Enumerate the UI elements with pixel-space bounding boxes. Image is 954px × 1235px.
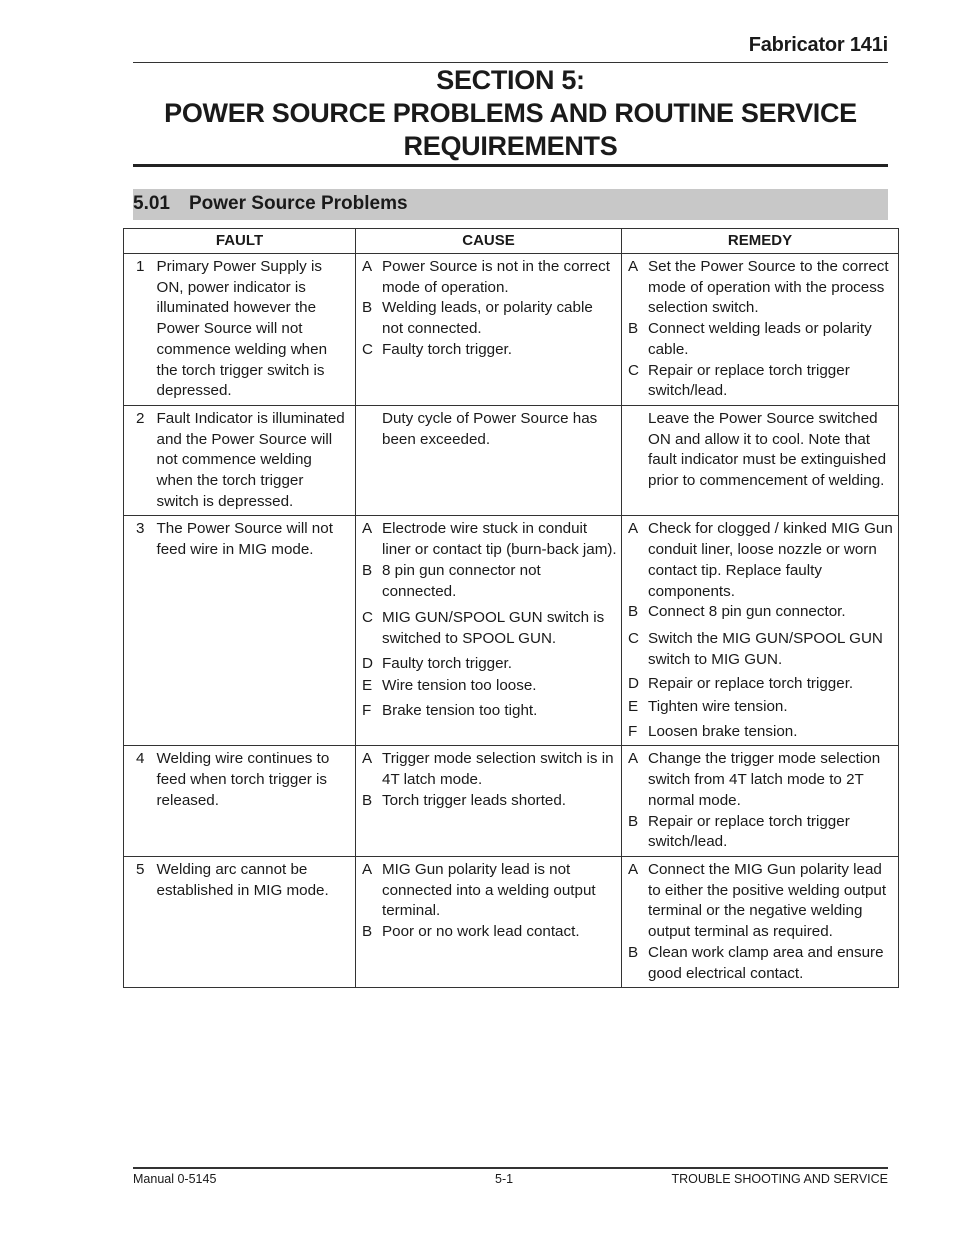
subsection-number: 5.01 — [133, 193, 170, 214]
column-header-remedy: REMEDY — [622, 229, 899, 254]
table-header-row — [124, 229, 899, 254]
cause-item — [356, 561, 621, 602]
remedy-item-letter: B — [628, 812, 639, 830]
cause-item-letter: A — [362, 750, 373, 768]
fault-description: The Power Source will not feed wire in MIG mode. — [157, 516, 356, 746]
cause-item-letter: C — [362, 340, 373, 358]
fault-number: 3 — [124, 516, 157, 746]
remedy-cell — [622, 516, 899, 746]
remedy-item-text: Repair or replace torch trigger. — [648, 675, 854, 693]
remedy-item — [622, 943, 898, 984]
remedy-item-text: Clean work clamp area and ensure good electrical contact. — [648, 943, 884, 982]
remedy-item-text: Leave the Power Source switched ON and allow it to cool. Note that fault indicator must be extinguished prior to commencement of welding. — [648, 409, 887, 490]
cause-item — [356, 676, 621, 697]
remedy-cell — [622, 405, 899, 516]
cause-item-text: MIG Gun polarity lead is not connected into a welding output terminal. — [382, 860, 596, 920]
table-row — [124, 405, 899, 516]
remedy-item — [622, 257, 898, 319]
cause-item — [356, 654, 621, 675]
footer-page-number: 5-1 — [495, 1172, 514, 1186]
table-row — [124, 254, 899, 406]
cause-item-letter: A — [362, 258, 373, 275]
remedy-item — [622, 319, 898, 360]
remedy-item-letter: B — [628, 320, 639, 338]
cause-item-letter: D — [362, 654, 373, 672]
column-header-fault: FAULT — [124, 229, 356, 254]
fault-number: 1 — [124, 254, 157, 406]
cause-item — [356, 519, 621, 560]
cause-item-letter: C — [362, 609, 373, 627]
remedy-item-letter: A — [628, 258, 639, 275]
cause-item — [356, 409, 621, 450]
remedy-item-text: Repair or replace torch trigger switch/lead. — [648, 361, 850, 400]
remedy-item — [622, 722, 898, 743]
cause-item-letter: A — [362, 860, 373, 878]
cause-item — [356, 922, 621, 943]
remedy-item-text: Loosen brake tension. — [648, 722, 798, 740]
cause-item-text: Electrode wire stuck in conduit liner or contact tip (burn-back jam). — [382, 520, 617, 559]
cause-item-text: Faulty torch trigger. — [382, 654, 512, 672]
cause-item-letter: B — [362, 299, 373, 317]
remedy-item-letter: E — [628, 698, 639, 716]
cause-item — [356, 298, 621, 339]
remedy-item — [622, 519, 898, 602]
remedy-item-letter: A — [628, 860, 639, 878]
subsection-heading — [133, 189, 888, 220]
cause-item-letter: B — [362, 791, 373, 809]
cause-item — [356, 749, 621, 790]
cause-item — [356, 257, 621, 298]
table-row — [124, 856, 899, 987]
section-heading — [133, 64, 888, 163]
remedy-item — [622, 629, 898, 670]
cause-cell — [356, 856, 622, 987]
remedy-item-letter: C — [628, 629, 639, 647]
table-row — [124, 746, 899, 857]
remedy-item-letter: A — [628, 750, 639, 768]
remedy-item-text: Repair or replace torch trigger switch/lead. — [648, 812, 850, 851]
remedy-cell — [622, 746, 899, 857]
cause-item-text: Trigger mode selection switch is in 4T latch mode. — [382, 750, 614, 789]
remedy-item — [622, 860, 898, 943]
remedy-item-letter: A — [628, 520, 639, 538]
remedy-item-text: Set the Power Source to the correct mode of operation with the process selection switch. — [648, 258, 889, 317]
cause-item-letter: E — [362, 677, 373, 695]
remedy-item-text: Change the trigger mode selection switch from 4T latch mode to 2T normal mode. — [648, 750, 881, 809]
remedy-item-text: Tighten wire tension. — [648, 698, 788, 716]
cause-cell — [356, 516, 622, 746]
cause-item-text: Faulty torch trigger. — [382, 340, 512, 358]
section-divider — [133, 164, 888, 167]
cause-item-letter: B — [362, 561, 373, 579]
cause-cell — [356, 254, 622, 406]
remedy-item-letter: B — [628, 603, 639, 621]
cause-item — [356, 791, 621, 812]
remedy-item-letter: C — [628, 361, 639, 379]
fault-description: Welding arc cannot be established in MIG mode. — [157, 856, 356, 987]
remedy-item-text: Connect the MIG Gun polarity lead to either the positive welding output terminal or the negative welding output terminal as required. — [648, 860, 887, 941]
remedy-item-letter: D — [628, 675, 639, 693]
remedy-item — [622, 674, 898, 695]
header-divider — [133, 62, 888, 63]
remedy-item — [622, 361, 898, 402]
remedy-item-letter: F — [628, 722, 638, 740]
footer-manual-number: Manual 0-5145 — [133, 1172, 217, 1186]
remedy-item — [622, 409, 898, 492]
cause-item-text: Poor or no work lead contact. — [382, 923, 580, 941]
footer-section-name: TROUBLE SHOOTING AND SERVICE — [671, 1172, 888, 1186]
cause-item-text: Duty cycle of Power Source has been exceeded. — [382, 409, 598, 448]
cause-item-text: Wire tension too loose. — [382, 677, 537, 695]
footer-divider — [133, 1167, 888, 1169]
cause-item-text: Welding leads, or polarity cable not connected. — [382, 299, 593, 338]
subsection-title: Power Source Problems — [189, 193, 408, 214]
section-heading-line: POWER SOURCE PROBLEMS AND ROUTINE SERVICE — [164, 98, 857, 128]
cause-cell — [356, 746, 622, 857]
remedy-cell — [622, 254, 899, 406]
cause-cell — [356, 405, 622, 516]
section-heading-line: REQUIREMENTS — [403, 131, 618, 161]
fault-number: 2 — [124, 405, 157, 516]
remedy-item-text: Check for clogged / kinked MIG Gun conduit liner, loose nozzle or worn contact tip. Replace faulty components. — [648, 520, 893, 600]
cause-item-text: Power Source is not in the correct mode of operation. — [382, 258, 610, 296]
fault-number: 4 — [124, 746, 157, 857]
remedy-item-text: Connect 8 pin gun connector. — [648, 603, 846, 621]
remedy-cell — [622, 856, 899, 987]
cause-item-letter: B — [362, 923, 373, 941]
remedy-item — [622, 602, 898, 623]
problems-table — [123, 228, 899, 988]
remedy-item — [622, 749, 898, 811]
remedy-item-text: Connect welding leads or polarity cable. — [648, 320, 872, 358]
cause-item-letter: A — [362, 520, 373, 538]
fault-description: Fault Indicator is illuminated and the Power Source will not commence welding when the torch trigger switch is depressed. — [157, 405, 356, 516]
cause-item-text: 8 pin gun connector not connected. — [382, 561, 541, 600]
cause-item — [356, 608, 621, 649]
cause-item-letter: F — [362, 702, 372, 720]
remedy-item-text: Switch the MIG GUN/SPOOL GUN switch to MIG GUN. — [648, 629, 883, 668]
fault-number: 5 — [124, 856, 157, 987]
cause-item — [356, 860, 621, 922]
remedy-item-letter: B — [628, 943, 639, 961]
document-brand-title: Fabricator 141i — [748, 34, 888, 56]
fault-description: Primary Power Supply is ON, power indicator is illuminated however the Power Source will not commence welding when the torch trigger switch is depressed. — [157, 254, 356, 406]
table-row — [124, 516, 899, 746]
column-header-cause: CAUSE — [356, 229, 622, 254]
cause-item-text: Brake tension too tight. — [382, 702, 538, 720]
table-body — [124, 254, 899, 988]
cause-item-text: Torch trigger leads shorted. — [382, 791, 567, 809]
fault-description: Welding wire continues to feed when torch trigger is released. — [157, 746, 356, 857]
cause-item — [356, 701, 621, 722]
remedy-item — [622, 812, 898, 853]
remedy-item — [622, 697, 898, 718]
cause-item — [356, 340, 621, 361]
section-heading-line: SECTION 5: — [436, 65, 585, 95]
cause-item-text: MIG GUN/SPOOL GUN switch is switched to SPOOL GUN. — [382, 609, 605, 647]
